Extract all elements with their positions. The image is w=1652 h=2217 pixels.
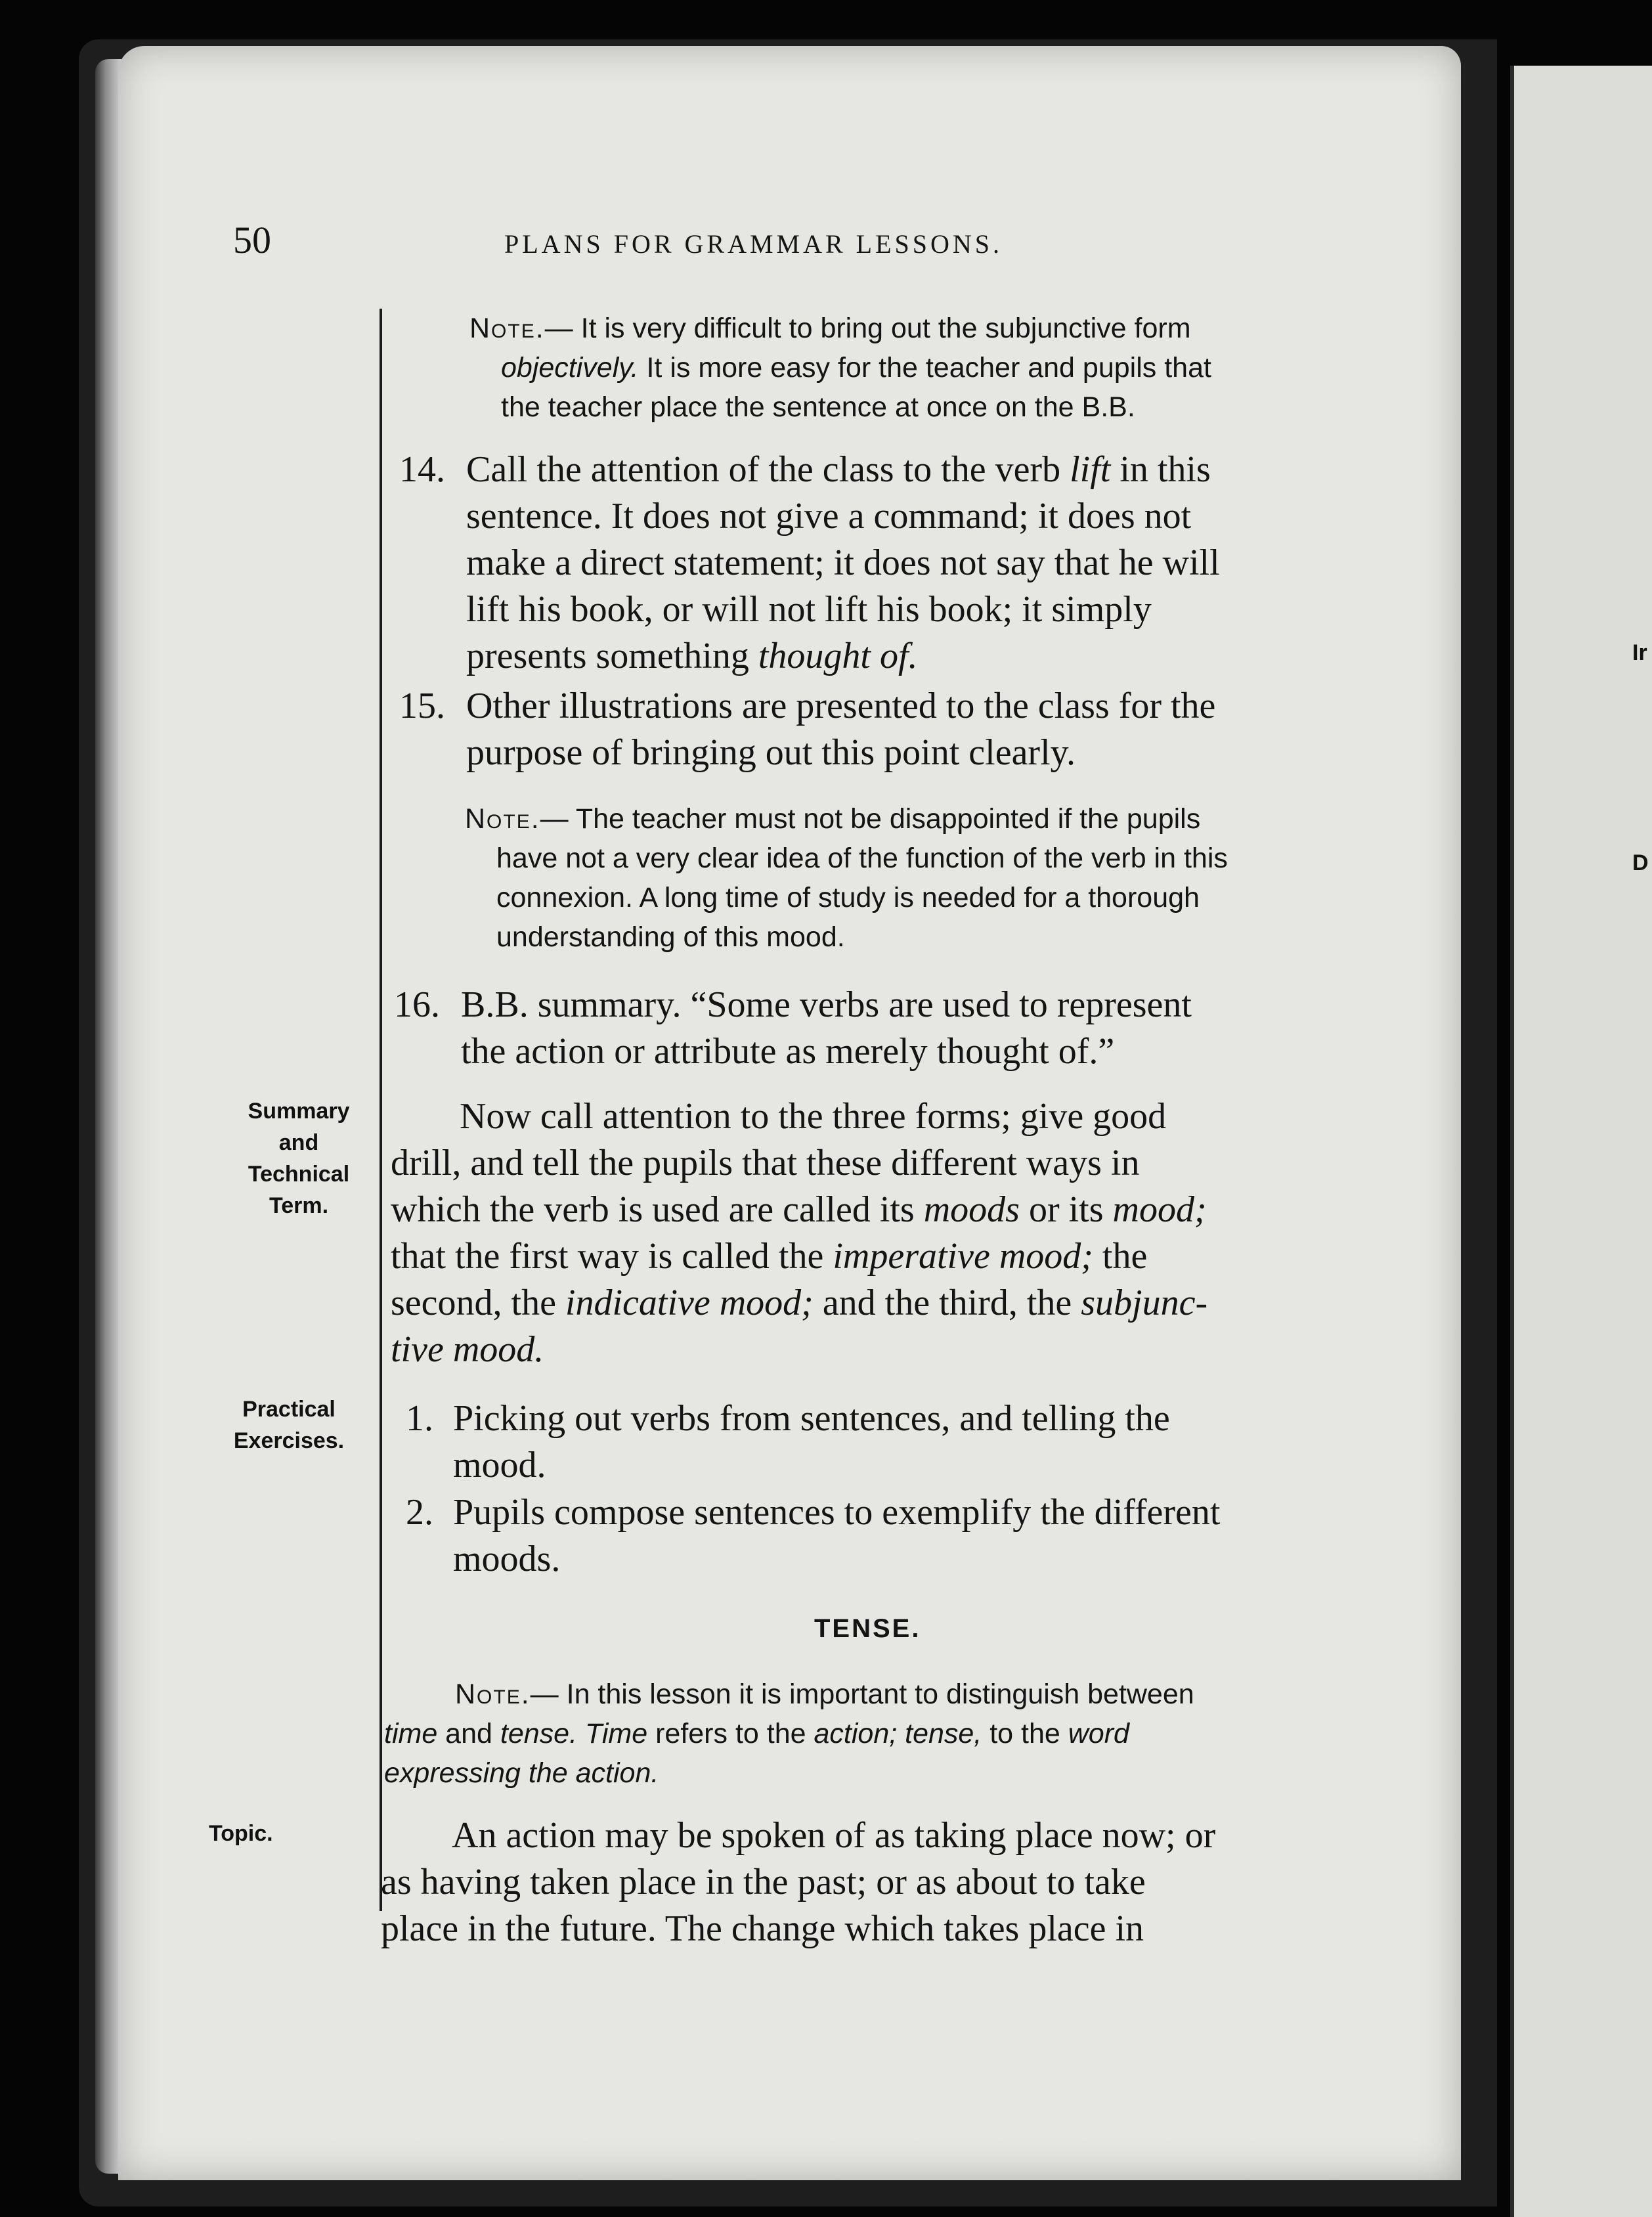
note-mood: Note.— The teacher must not be disappointed if the pupils have not a very clear idea of the function of the verb in this connexion. A long time of study is needed for a thorough understanding of this mood. [465,803,1228,953]
sidenote-topic: Topic. [209,1821,273,1846]
note-subjunctive: Note.— It is very difficult to bring out the subjunctive form objectively. It is more easy for the teacher and pupils that the teacher place the sentence at once on the B.B. [469,313,1211,423]
section-heading-tense: TENSE. [814,1614,921,1643]
sidenote-practical-exercises: Practical Exercises. [233,1397,345,1453]
facing-page-fragment: D [1632,850,1649,875]
running-head: PLANS FOR GRAMMAR LESSONS. [504,229,1003,259]
margin-rule [380,309,382,1911]
tense-paragraph: An action may be spoken of as taking place now; or as having taken place in the past; or as about to take place in the future. The change which takes place in [381,1815,1216,1949]
sidenote-summary: Summary and Technical Term. [248,1099,350,1218]
page-number: 50 [233,219,271,261]
facing-page-fragment: Ir [1632,640,1647,665]
moods-paragraph: Now call attention to the three forms; give good drill, and tell the pupils that these different ways in which the verb is used are called its moods or its mood; that the first way is called the imperative mood; the second, the indicative mood; and the third, the subjunc- tive mood. [391,1096,1208,1370]
note-tense: Note.— In this lesson it is important to distinguish between time and tense. Time refers to the action; tense, to the word expressing the action. [384,1679,1194,1789]
page-edge [95,59,121,2174]
facing-page-edge [1510,66,1652,2217]
